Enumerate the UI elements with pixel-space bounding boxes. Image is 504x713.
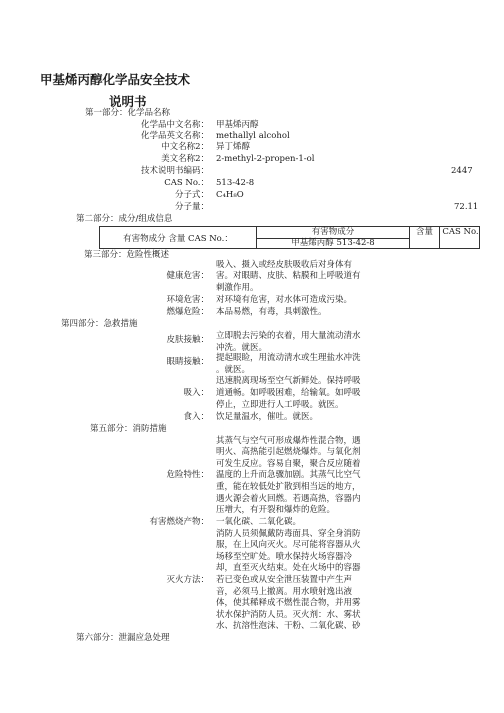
extinguish-method-line5: 若已变色或从安全泄压装置中产生声 [216,575,353,585]
field-value-en-name: methallyl alcohol [216,131,290,141]
field-label-mol-weight: 分子量： [174,202,209,212]
field-label-en-name2: 美文名称2： [161,154,209,164]
extinguish-method-line2: 服，在上风向灭火。尽可能将容器从火 [216,540,361,550]
skin-contact-label: 皮肤接触： [166,335,209,345]
combustion-products-text: 一氧化碳、二氧化碳。 [216,517,302,527]
hazard-property-line4: 温度的上升而急骤加剧。其蒸气比空气 [216,470,361,480]
document-title-line2: 说明书 [109,94,147,109]
fire-hazard-label: 燃爆危险： [166,307,209,317]
env-hazard-text: 对环境有危害，对水体可造成污染。 [216,295,353,305]
part3-heading: 第三部分：危险性概述 [84,250,170,260]
skin-contact-line2: 冲洗。就医。 [216,343,268,353]
hazard-property-line6: 遇火源会着火回燃。若遇高热，容器内 [216,494,361,504]
field-label-cn-name2: 中文名称2： [161,142,209,152]
composition-row: 甲基烯丙醇 513-42-8 [291,238,375,248]
part5-heading: 第五部分：消防措施 [90,424,167,434]
combustion-products-label: 有害燃烧产物： [149,517,209,527]
composition-content-header: 含量 [409,227,439,248]
extinguish-method-line1: 消防人员须佩戴防毒面具、穿全身消防 [216,529,361,539]
extinguish-method-line3: 场移至空旷处。喷水保持火场容器冷 [216,552,353,562]
field-value-cn-name: 甲基烯丙醇 [216,120,259,130]
extinguish-method-line4: 却，直至灭火结束。处在火场中的容器 [216,563,361,573]
health-hazard-line3: 刺激作用。 [216,283,259,293]
extinguish-method-line8: 状水保护消防人员。灭火剂：水、雾状 [216,610,361,620]
health-hazard-label: 健康危害： [166,271,209,281]
extinguish-method-line7: 体，使其稀释成不燃性混合物，并用雾 [216,598,361,608]
extinguish-method-label: 灭火方法： [166,575,209,585]
hazard-property-line3: 可发生反应。容易自聚，聚合反应随着 [216,459,361,469]
extinguish-method-line6: 音，必须马上撤离。用水喷射逸出液 [216,587,353,597]
part6-heading: 第六部分：泄漏应急处理 [76,633,170,643]
field-value-cn-name2: 异丁烯醇 [216,142,251,152]
inhalation-line1: 迅速脱离现场至空气新鲜处。保持呼吸 [216,376,361,386]
health-hazard-line1: 吸入、摄入或经皮肤吸收后对身体有 [216,260,353,270]
inhalation-line3: 停止，立即进行人工呼吸。就医。 [216,400,344,410]
field-label-en-name: 化学品英文名称： [140,131,209,141]
hazard-property-line1: 其蒸气与空气可形成爆炸性混合物，遇 [216,436,361,446]
extinguish-method-line9: 水、抗溶性泡沫、干粉、二氧化碳、砂 [216,621,361,631]
field-value-spec-code: 2447 [451,166,473,176]
eye-contact-line2: 。就医。 [216,365,251,375]
inhalation-label: 吸入： [183,388,209,398]
composition-left-cell: 有害物成分 含量 CAS No.： [123,233,233,244]
hazard-property-line7: 压增大，有开裂和爆炸的危险。 [216,505,336,515]
composition-header: 有害物成分 [257,227,409,239]
hazard-property-label: 危险特性： [166,470,209,480]
field-label-spec-code: 技术说明书编码： [140,166,209,176]
field-label-cn-name: 化学品中文名称： [140,120,209,130]
field-value-en-name2: 2-methyl-2-propen-1-ol [216,154,315,164]
document-title-line1: 甲基烯丙醇化学品安全技术 [40,72,191,87]
inhalation-line2: 道通畅。如呼吸困难，给输氧。如呼吸 [216,388,361,398]
eye-contact-label: 眼睛接触： [166,357,209,367]
composition-cas-header: CAS No. [439,227,481,248]
env-hazard-label: 环境危害： [166,295,209,305]
hazard-property-line2: 明火、高热能引起燃烧爆炸。与氧化剂 [216,447,361,457]
part1-heading: 第一部分：化学品名称 [85,108,171,118]
hazard-property-line5: 重，能在较低处扩散到相当远的地方， [216,482,361,492]
ingestion-text: 饮足量温水，催吐。就医。 [216,412,319,422]
ingestion-label: 食入： [183,412,209,422]
part4-heading: 第四部分：急救措施 [61,319,138,329]
field-value-mol-weight: 72.11 [454,202,479,212]
field-label-cas: CAS No.： [164,178,209,188]
fire-hazard-text: 本品易燃，有毒，具刺激性。 [216,307,327,317]
field-value-formula: C₄H₈O [216,190,244,200]
health-hazard-line2: 害。对眼睛、皮肤、粘膜和上呼吸道有 [216,271,361,281]
field-value-cas: 513-42-8 [216,178,255,188]
eye-contact-line1: 提起眼睑，用流动清水或生理盐水冲洗 [216,353,361,363]
composition-table [99,226,480,249]
composition-main-cell [256,227,409,248]
field-label-formula: 分子式： [174,190,209,200]
skin-contact-line1: 立即脱去污染的衣着，用大量流动清水 [216,331,361,341]
part2-heading: 第二部分：成分/组成信息 [76,214,173,224]
